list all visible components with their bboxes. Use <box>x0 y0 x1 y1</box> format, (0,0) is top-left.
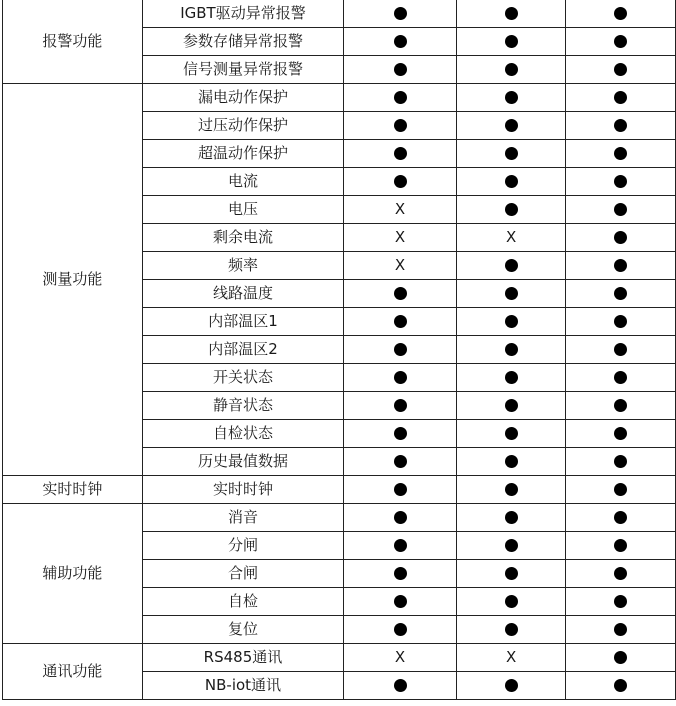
supported-dot-icon <box>394 399 407 412</box>
supported-dot-icon <box>505 455 518 468</box>
support-cell <box>566 0 676 28</box>
supported-dot-icon <box>394 539 407 552</box>
supported-dot-icon <box>505 511 518 524</box>
feature-cell: 频率 <box>142 252 344 280</box>
feature-cell: RS485通讯 <box>142 644 344 672</box>
supported-dot-icon <box>505 147 518 160</box>
support-cell <box>344 224 457 252</box>
support-cell <box>566 588 676 616</box>
table-body <box>3 0 676 700</box>
feature-cell: 线路温度 <box>142 280 344 308</box>
supported-dot-icon <box>614 455 627 468</box>
supported-dot-icon <box>394 567 407 580</box>
feature-cell: 信号测量异常报警 <box>142 56 344 84</box>
supported-dot-icon <box>614 539 627 552</box>
feature-cell: 自检 <box>142 588 344 616</box>
supported-dot-icon <box>394 315 407 328</box>
supported-dot-icon <box>614 259 627 272</box>
supported-dot-icon <box>614 231 627 244</box>
supported-dot-icon <box>394 371 407 384</box>
support-cell <box>566 308 676 336</box>
support-cell <box>566 504 676 532</box>
support-cell <box>456 560 566 588</box>
support-cell <box>566 448 676 476</box>
support-cell <box>566 476 676 504</box>
supported-dot-icon <box>394 623 407 636</box>
supported-dot-icon <box>614 343 627 356</box>
category-cell: 实时时钟 <box>3 476 143 504</box>
support-cell <box>456 672 566 700</box>
support-cell <box>344 84 457 112</box>
supported-dot-icon <box>394 679 407 692</box>
supported-dot-icon <box>505 315 518 328</box>
support-cell <box>456 112 566 140</box>
supported-dot-icon <box>505 343 518 356</box>
supported-dot-icon <box>394 483 407 496</box>
supported-dot-icon <box>614 651 627 664</box>
feature-cell: 参数存储异常报警 <box>142 28 344 56</box>
support-cell <box>456 476 566 504</box>
supported-dot-icon <box>505 679 518 692</box>
support-cell <box>344 140 457 168</box>
supported-dot-icon <box>614 427 627 440</box>
supported-dot-icon <box>614 371 627 384</box>
support-cell <box>456 364 566 392</box>
supported-dot-icon <box>505 119 518 132</box>
category-cell: 报警功能 <box>3 0 143 84</box>
feature-cell: 自检状态 <box>142 420 344 448</box>
supported-dot-icon <box>505 203 518 216</box>
support-cell <box>456 308 566 336</box>
support-cell <box>344 392 457 420</box>
support-cell <box>456 532 566 560</box>
feature-cell: 超温动作保护 <box>142 140 344 168</box>
feature-cell: 剩余电流 <box>142 224 344 252</box>
supported-dot-icon <box>614 567 627 580</box>
support-cell <box>566 56 676 84</box>
support-cell <box>566 168 676 196</box>
supported-dot-icon <box>394 35 407 48</box>
feature-cell: 合闸 <box>142 560 344 588</box>
feature-cell: 实时时钟 <box>142 476 344 504</box>
support-cell <box>456 0 566 28</box>
feature-cell: IGBT驱动异常报警 <box>142 0 344 28</box>
support-cell <box>566 196 676 224</box>
support-cell <box>344 196 457 224</box>
support-cell <box>344 532 457 560</box>
support-cell <box>566 560 676 588</box>
not-supported-mark: X <box>505 648 517 666</box>
support-cell <box>566 644 676 672</box>
support-cell <box>566 336 676 364</box>
support-cell <box>344 112 457 140</box>
support-cell <box>566 252 676 280</box>
feature-cell: 分闸 <box>142 532 344 560</box>
not-supported-mark: X <box>394 256 406 274</box>
supported-dot-icon <box>505 175 518 188</box>
support-cell <box>344 364 457 392</box>
supported-dot-icon <box>505 483 518 496</box>
category-cell: 辅助功能 <box>3 504 143 644</box>
supported-dot-icon <box>394 455 407 468</box>
feature-cell: 复位 <box>142 616 344 644</box>
supported-dot-icon <box>505 623 518 636</box>
feature-comparison-table <box>2 0 676 700</box>
feature-cell: 内部温区1 <box>142 308 344 336</box>
supported-dot-icon <box>394 343 407 356</box>
feature-cell: 电压 <box>142 196 344 224</box>
support-cell <box>566 112 676 140</box>
table-row <box>3 84 676 112</box>
support-cell <box>344 476 457 504</box>
support-cell <box>566 616 676 644</box>
not-supported-mark: X <box>394 200 406 218</box>
support-cell <box>344 420 457 448</box>
feature-cell: 历史最值数据 <box>142 448 344 476</box>
supported-dot-icon <box>394 119 407 132</box>
feature-cell: 电流 <box>142 168 344 196</box>
supported-dot-icon <box>614 679 627 692</box>
support-cell <box>456 644 566 672</box>
support-cell <box>344 560 457 588</box>
supported-dot-icon <box>394 147 407 160</box>
support-cell <box>344 28 457 56</box>
support-cell <box>456 224 566 252</box>
supported-dot-icon <box>614 91 627 104</box>
supported-dot-icon <box>614 595 627 608</box>
supported-dot-icon <box>614 63 627 76</box>
not-supported-mark: X <box>394 228 406 246</box>
support-cell <box>344 252 457 280</box>
support-cell <box>456 168 566 196</box>
supported-dot-icon <box>614 399 627 412</box>
feature-cell: 过压动作保护 <box>142 112 344 140</box>
feature-cell: 静音状态 <box>142 392 344 420</box>
support-cell <box>344 644 457 672</box>
supported-dot-icon <box>614 483 627 496</box>
support-cell <box>456 196 566 224</box>
supported-dot-icon <box>505 259 518 272</box>
support-cell <box>456 448 566 476</box>
supported-dot-icon <box>394 7 407 20</box>
support-cell <box>456 504 566 532</box>
table-row <box>3 476 676 504</box>
supported-dot-icon <box>614 203 627 216</box>
supported-dot-icon <box>614 511 627 524</box>
supported-dot-icon <box>614 175 627 188</box>
support-cell <box>344 0 457 28</box>
supported-dot-icon <box>505 595 518 608</box>
category-cell: 通讯功能 <box>3 644 143 700</box>
support-cell <box>344 448 457 476</box>
support-cell <box>456 280 566 308</box>
support-cell <box>456 336 566 364</box>
supported-dot-icon <box>394 595 407 608</box>
support-cell <box>566 392 676 420</box>
supported-dot-icon <box>394 511 407 524</box>
support-cell <box>456 420 566 448</box>
support-cell <box>344 336 457 364</box>
support-cell <box>456 56 566 84</box>
supported-dot-icon <box>614 35 627 48</box>
supported-dot-icon <box>505 91 518 104</box>
supported-dot-icon <box>614 315 627 328</box>
support-cell <box>344 588 457 616</box>
supported-dot-icon <box>614 287 627 300</box>
support-cell <box>566 28 676 56</box>
support-cell <box>456 616 566 644</box>
support-cell <box>566 280 676 308</box>
supported-dot-icon <box>505 539 518 552</box>
table-row <box>3 0 676 28</box>
support-cell <box>566 420 676 448</box>
support-cell <box>566 84 676 112</box>
supported-dot-icon <box>614 7 627 20</box>
supported-dot-icon <box>614 119 627 132</box>
feature-cell: 消音 <box>142 504 344 532</box>
feature-cell: 内部温区2 <box>142 336 344 364</box>
supported-dot-icon <box>505 567 518 580</box>
supported-dot-icon <box>394 287 407 300</box>
support-cell <box>456 252 566 280</box>
support-cell <box>344 616 457 644</box>
supported-dot-icon <box>394 63 407 76</box>
supported-dot-icon <box>505 63 518 76</box>
support-cell <box>344 504 457 532</box>
support-cell <box>344 56 457 84</box>
support-cell <box>456 84 566 112</box>
supported-dot-icon <box>505 427 518 440</box>
support-cell <box>456 392 566 420</box>
supported-dot-icon <box>394 175 407 188</box>
feature-cell: 开关状态 <box>142 364 344 392</box>
supported-dot-icon <box>505 35 518 48</box>
supported-dot-icon <box>614 147 627 160</box>
supported-dot-icon <box>505 287 518 300</box>
supported-dot-icon <box>394 91 407 104</box>
support-cell <box>566 672 676 700</box>
support-cell <box>344 308 457 336</box>
feature-cell: NB-iot通讯 <box>142 672 344 700</box>
category-cell: 测量功能 <box>3 84 143 476</box>
not-supported-mark: X <box>394 648 406 666</box>
table-row <box>3 504 676 532</box>
support-cell <box>566 364 676 392</box>
not-supported-mark: X <box>505 228 517 246</box>
support-cell <box>566 532 676 560</box>
supported-dot-icon <box>505 399 518 412</box>
supported-dot-icon <box>505 7 518 20</box>
support-cell <box>344 280 457 308</box>
support-cell <box>456 28 566 56</box>
support-cell <box>456 588 566 616</box>
supported-dot-icon <box>505 371 518 384</box>
feature-cell: 漏电动作保护 <box>142 84 344 112</box>
support-cell <box>566 224 676 252</box>
support-cell <box>344 672 457 700</box>
supported-dot-icon <box>394 427 407 440</box>
support-cell <box>344 168 457 196</box>
support-cell <box>456 140 566 168</box>
support-cell <box>566 140 676 168</box>
supported-dot-icon <box>614 623 627 636</box>
table-row <box>3 644 676 672</box>
